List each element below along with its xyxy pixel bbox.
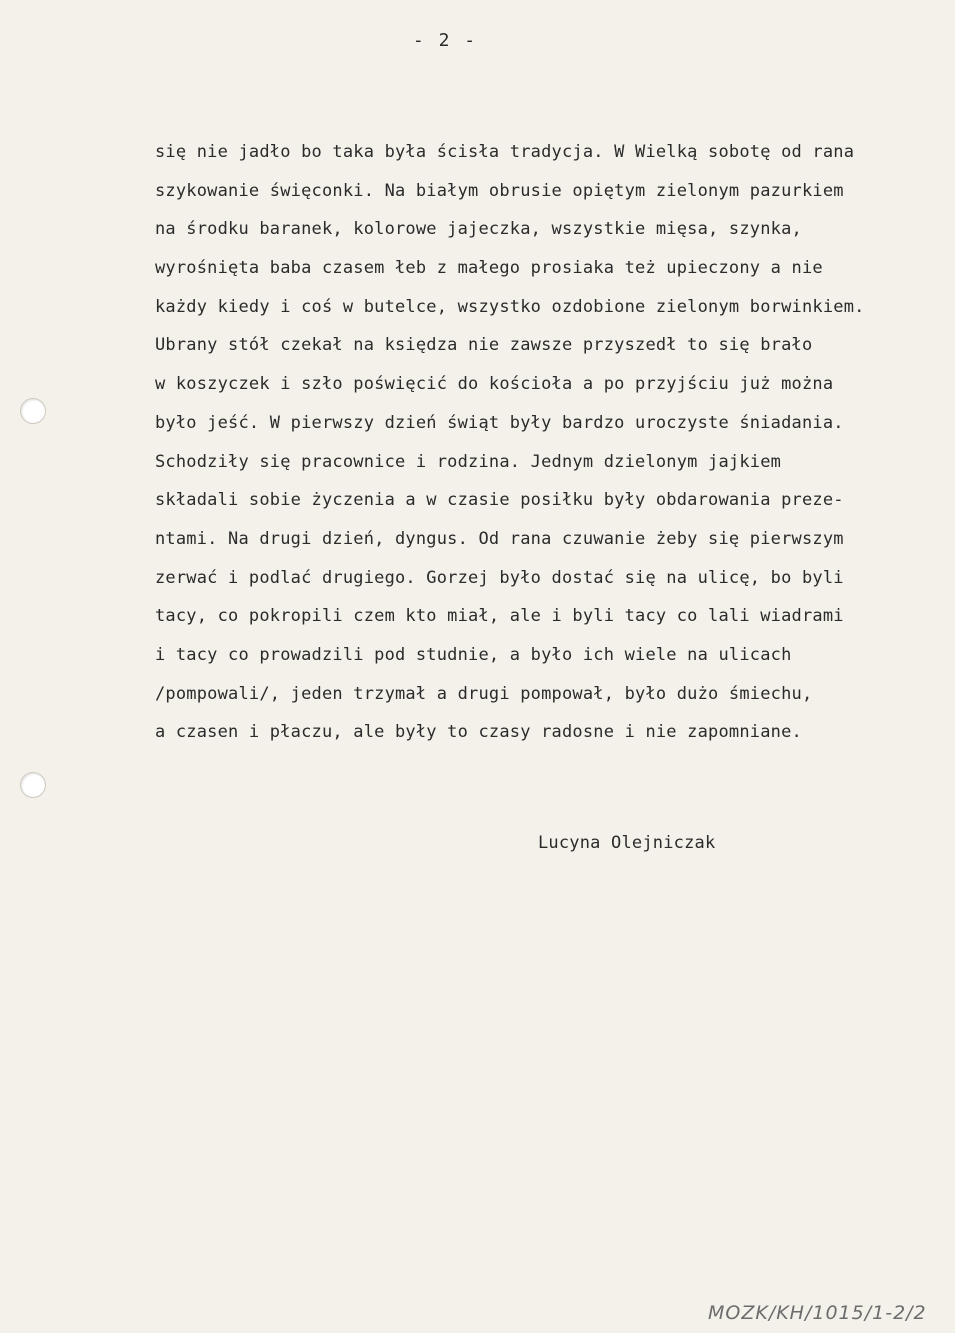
text-line: w koszyczek i szło poświęcić do kościoła a po przyjściu już można (155, 374, 834, 395)
text-line: Ubrany stół czekał na księdza nie zawsze przyszedł to się brało (155, 335, 813, 356)
text-line: tacy, co pokropili czem kto miał, ale i byli tacy co lali wiadrami (155, 606, 844, 627)
page-number: - 2 - (412, 30, 478, 51)
text-line: każdy kiedy i coś w butelce, wszystko ozdobione zielonym borwinkiem. (155, 296, 865, 317)
text-line: składali sobie życzenia a w czasie posiłku były obdarowania preze- (155, 490, 844, 511)
text-line: /pompowali/, jeden trzymał a drugi pompował, było dużo śmiechu, (155, 683, 813, 704)
text-line: zerwać i podlać drugiego. Gorzej było dostać się na ulicę, bo byli (155, 567, 844, 588)
punch-hole-icon (20, 398, 46, 424)
signature: Lucyna Olejniczak (538, 833, 716, 853)
text-line: na środku baranek, kolorowe jajeczka, wszystkie mięsa, szynka, (155, 219, 802, 240)
text-line: było jeść. W pierwszy dzień świąt były bardzo uroczyste śniadania. (155, 412, 844, 433)
text-line: i tacy co prowadzili pod studnie, a było ich wiele na ulicach (155, 644, 792, 665)
text-line: szykowanie święconki. Na białym obrusie opiętym zielonym pazurkiem (155, 180, 844, 201)
text-line: wyrośnięta baba czasem łeb z małego prosiaka też upieczony a nie (155, 258, 823, 279)
text-line: a czasen i płaczu, ale były to czasy radosne i nie zapomniane. (155, 722, 802, 743)
text-line: Schodziły się pracownice i rodzina. Jednym dzielonym jajkiem (155, 451, 782, 472)
body-text (155, 133, 955, 752)
text-line: się nie jadło bo taka była ścisła tradycja. W Wielką sobotę od rana (155, 142, 855, 162)
text-line: ntami. Na drugi dzień, dyngus. Od rana czuwanie żeby się pierwszym (155, 528, 844, 549)
archive-reference: MOZK/KH/1015/1-2/2 (708, 1302, 927, 1324)
punch-hole-icon (20, 772, 46, 798)
